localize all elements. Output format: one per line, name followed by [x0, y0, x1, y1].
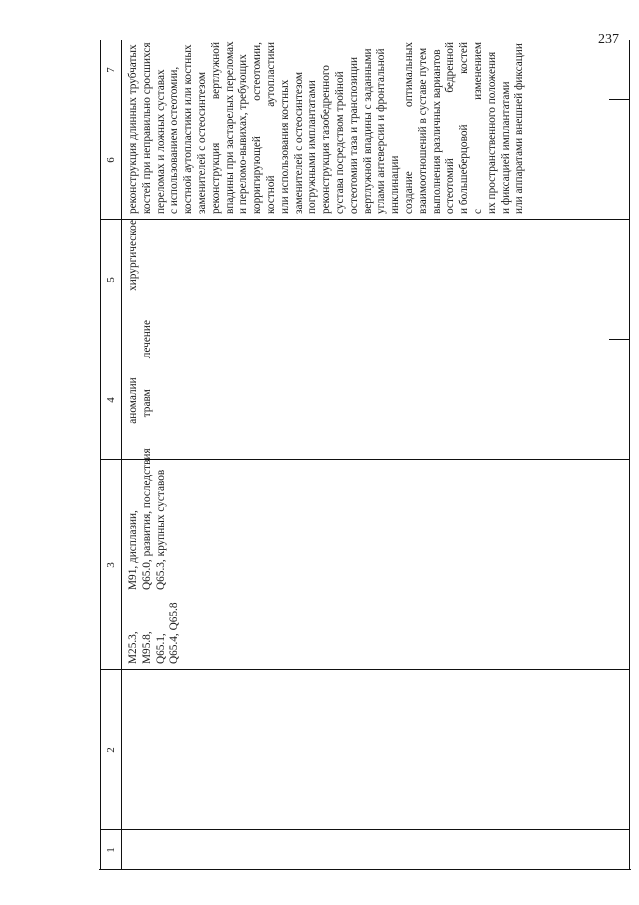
- cell-codes: [127, 588, 182, 664]
- description-line: Q65.3, крупных суставов: [154, 469, 167, 590]
- method-line: реконструкция вертлужной: [209, 42, 222, 214]
- method-line: или использования костных: [278, 79, 291, 214]
- method-line: реконструкция длинных трубчатых: [127, 44, 139, 214]
- method-line: углами антеверсии и фронтальной: [375, 48, 388, 214]
- header-cell-6: 6: [105, 157, 117, 163]
- method-line: переломах и ложных суставах: [154, 69, 167, 214]
- code-line: Q65.4, Q65.8: [168, 602, 181, 664]
- code-line: M95.8,: [140, 631, 153, 664]
- cell-methods: [127, 42, 527, 214]
- description-line: M91, дисплазии, аномалии хирургическое: [127, 220, 139, 590]
- method-line: костной аутопластики или костных: [182, 44, 195, 214]
- header-divider: [609, 99, 629, 100]
- method-line: погружными имплантатами: [306, 80, 319, 214]
- cell-description: [127, 220, 168, 590]
- method-line: выполнения различных вариантов: [430, 49, 443, 214]
- header-cell-1: 1: [105, 847, 117, 853]
- method-line: с изменением: [471, 42, 484, 214]
- method-line: корригирующей остеотомии,: [251, 42, 264, 214]
- header-cell-2: 2: [105, 747, 117, 753]
- method-line: с использованием остеотомии,: [168, 66, 181, 214]
- method-line: впадины при застарелых переломах: [223, 41, 236, 214]
- method-line: или аппаратами внешней фиксации: [513, 43, 526, 214]
- method-line: инклинации: [389, 155, 402, 214]
- column-1: [101, 829, 629, 870]
- method-line: остеотомии таза и транспозиции: [347, 56, 360, 214]
- header-cell-5: 5: [105, 277, 117, 283]
- method-line: создание оптимальных: [402, 42, 415, 214]
- header-divider: [609, 339, 629, 340]
- column-4: [101, 219, 629, 460]
- method-line: реконструкция тазобедренного: [320, 65, 333, 214]
- header-cell-3: 3: [105, 562, 117, 568]
- method-line: заменителей с остеосинтезом: [195, 71, 208, 214]
- method-line: взаимоотношений в суставе путем: [416, 47, 429, 214]
- method-line: костей при неправильно сросшихся: [140, 42, 153, 214]
- method-line: их пространственного положения: [485, 51, 498, 214]
- method-line: и переломо-вывихах, требующих: [237, 54, 250, 214]
- page-number: 237: [598, 32, 619, 47]
- code-line: M25.3,: [127, 631, 139, 664]
- header-cell-7: 7: [105, 67, 117, 73]
- method-line: остеотомий бедренной: [444, 42, 457, 214]
- method-line: заменителей с остеосинтезом: [292, 71, 305, 214]
- rotated-table-page: [100, 40, 630, 870]
- description-line: Q65.0, развития, последствия травм лечение: [140, 320, 153, 590]
- table: [100, 40, 630, 870]
- column-2: [101, 669, 629, 830]
- method-line: и фиксацией имплантатами: [499, 81, 512, 214]
- method-line: и большеберцовой костей: [458, 42, 471, 214]
- table-left-border: [99, 869, 631, 870]
- method-line: вертлужной впадины с заданными: [361, 48, 374, 214]
- code-line: Q65.1,: [154, 633, 167, 664]
- method-line: костной аутопластики: [264, 42, 277, 214]
- method-line: сустава посредством тройной: [333, 71, 346, 214]
- header-cell-4: 4: [105, 397, 117, 403]
